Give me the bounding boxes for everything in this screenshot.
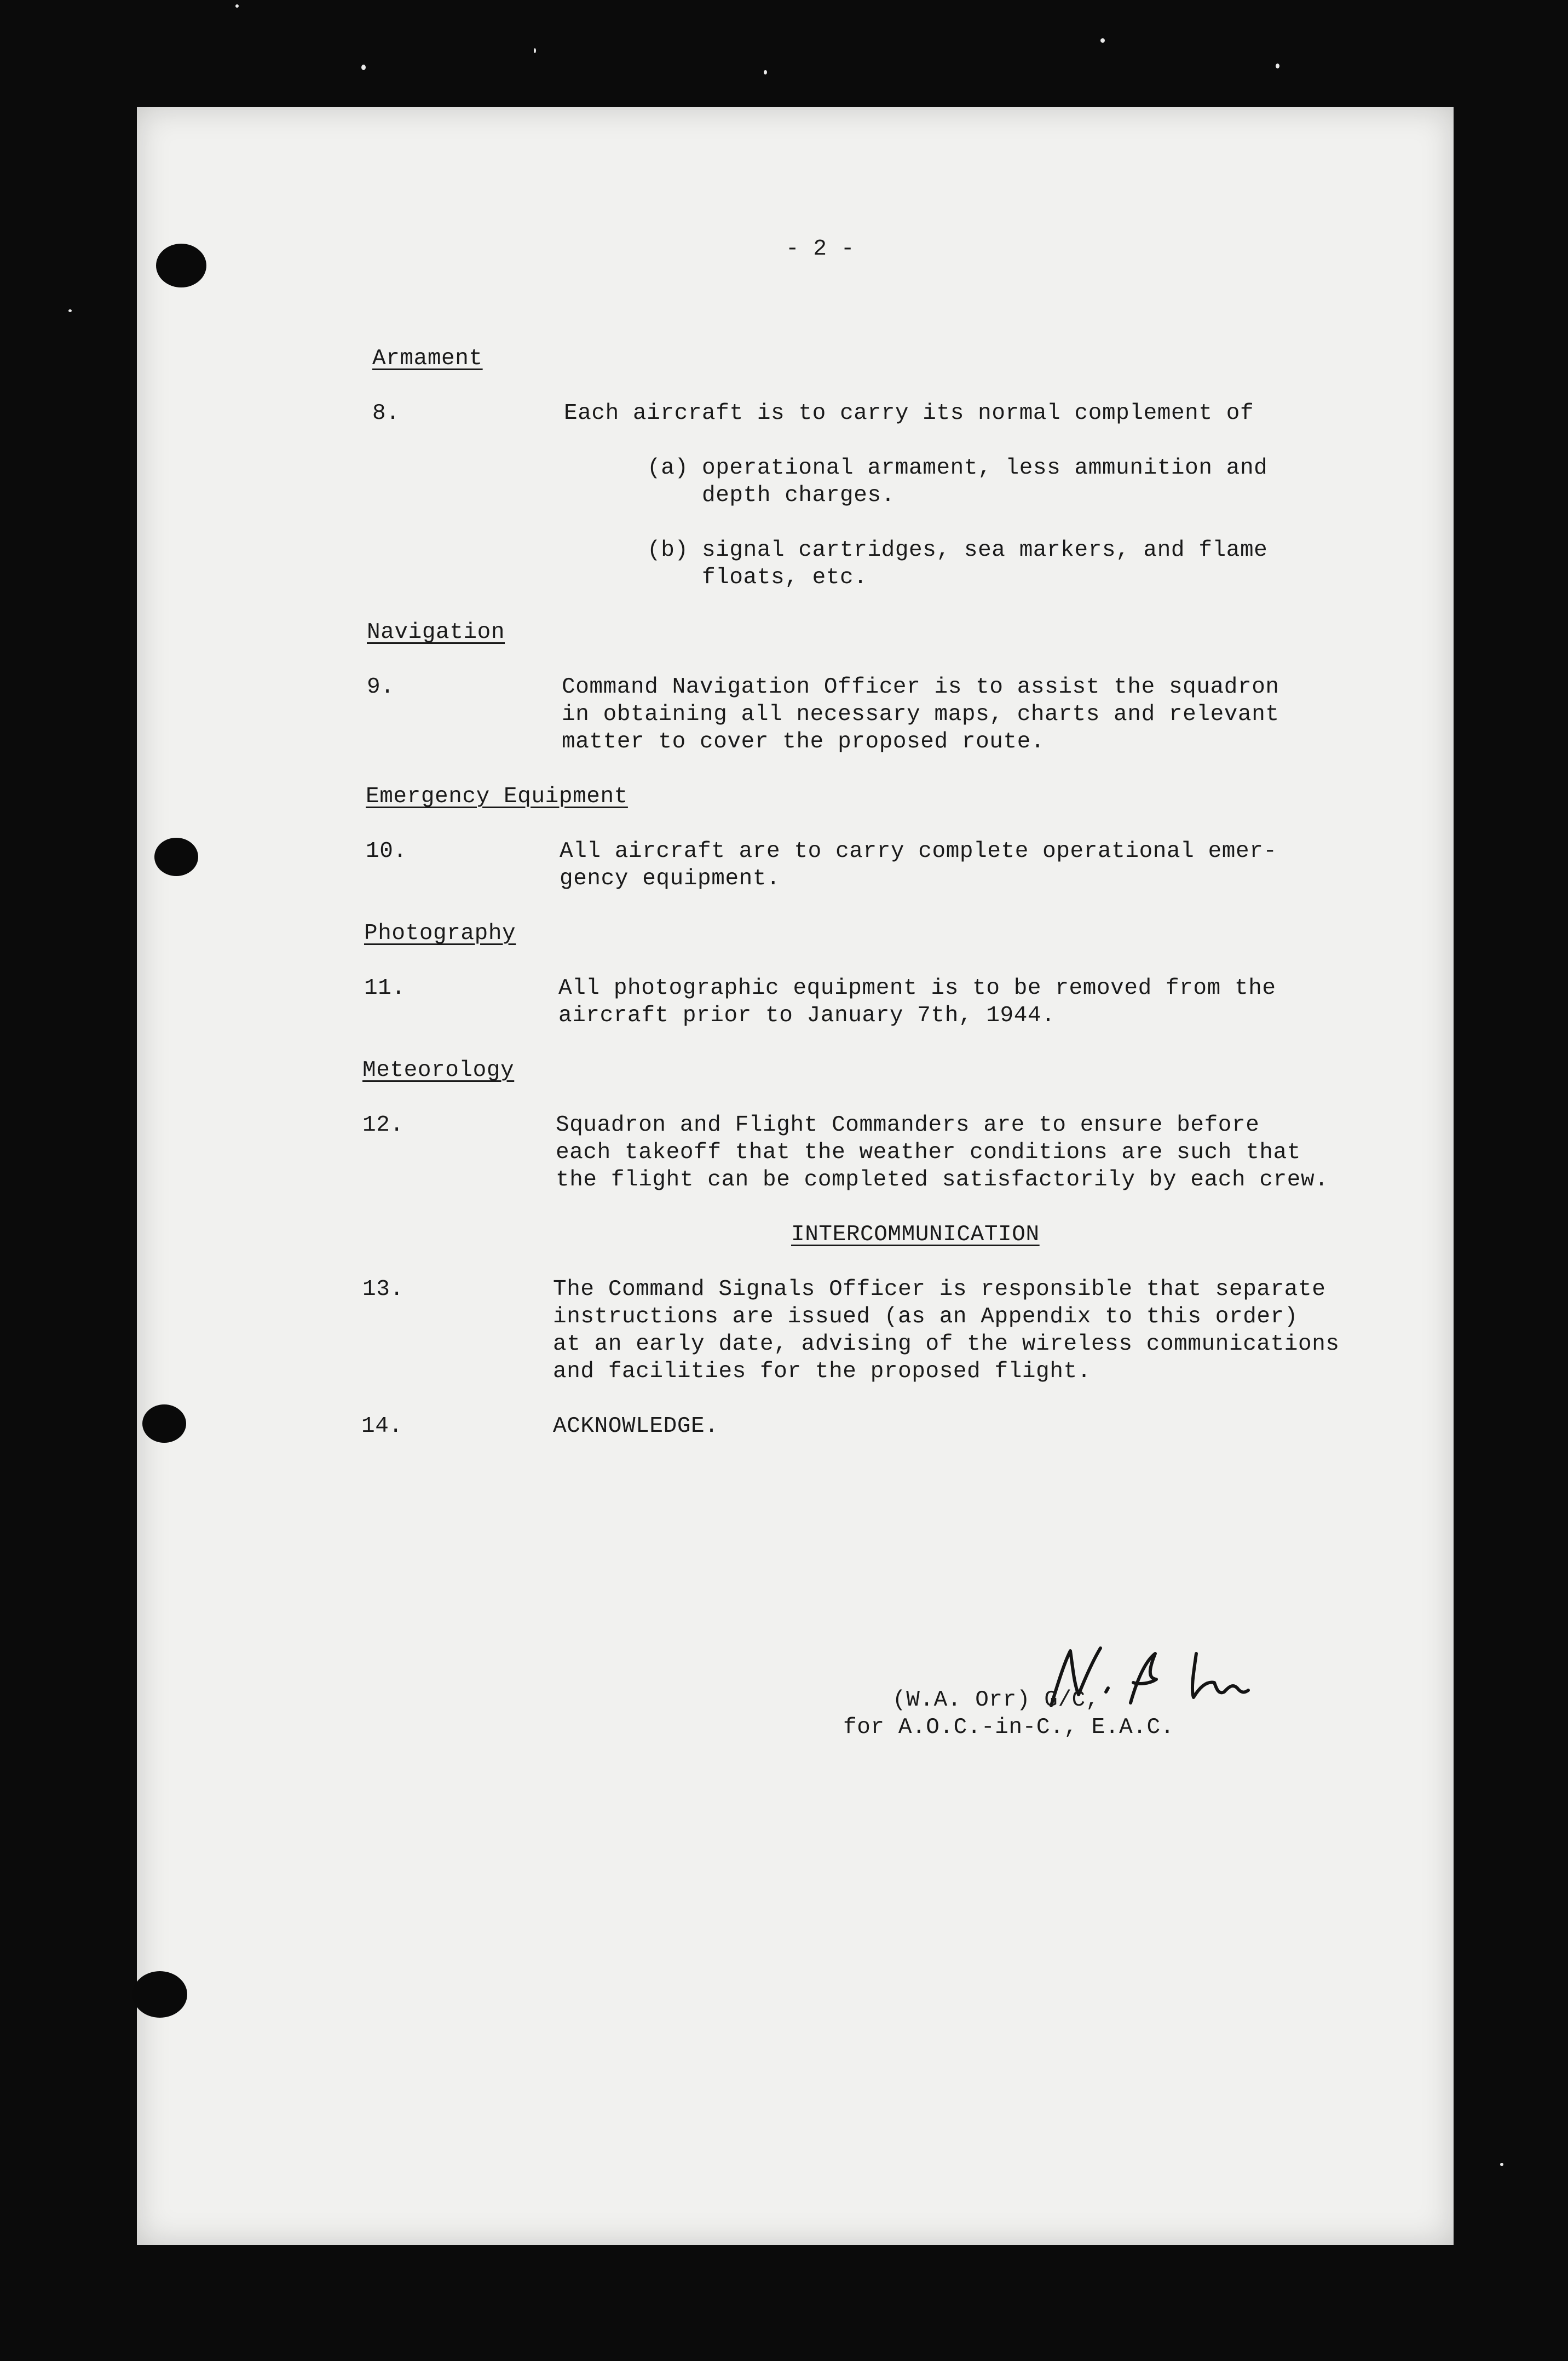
paragraph-text: matter to cover the proposed route. [562,729,1045,755]
film-speck [1276,64,1279,68]
paragraph-text: each takeoff that the weather conditions are such that [556,1140,1301,1165]
paragraph-text: at an early date, advising of the wireless communications [553,1332,1340,1357]
punch-hole [156,244,206,287]
film-speck [361,65,366,70]
document-page [137,107,1454,2245]
list-item-text: depth charges. [702,483,895,508]
list-item-text: floats, etc. [702,565,868,590]
section-heading-emergency-equipment: Emergency Equipment [366,784,628,809]
film-speck [764,70,767,74]
paragraph-text: and facilities for the proposed flight. [553,1359,1091,1384]
film-speck [534,48,536,53]
paragraph-text: instructions are issued (as an Appendix to this order) [553,1304,1299,1329]
section-heading-meteorology: Meteorology [362,1058,515,1083]
page-number: - 2 - [786,237,855,262]
list-item-label: (a) [647,456,689,481]
acknowledge-text: ACKNOWLEDGE. [553,1414,719,1439]
signatory-name: (W.A. Orr) G/C, [892,1688,1100,1713]
paragraph-text: Each aircraft is to carry its normal complement of [564,401,1254,426]
paragraph-number: 10. [366,839,407,864]
section-heading-navigation: Navigation [367,620,505,645]
paragraph-number: 13. [362,1277,404,1302]
section-heading-photography: Photography [364,921,516,946]
punch-hole [132,1971,187,2018]
section-heading-armament: Armament [372,346,483,371]
film-speck [1100,38,1105,43]
section-heading-intercommunication: INTERCOMMUNICATION [791,1222,1040,1247]
punch-hole [142,1404,186,1443]
list-item-label: (b) [647,538,689,563]
paragraph-number: 12. [362,1113,404,1138]
paragraph-text: Command Navigation Officer is to assist the squadron [562,675,1279,700]
film-speck [68,309,72,312]
paragraph-text: All aircraft are to carry complete operational emer- [560,839,1277,864]
paragraph-text: the flight can be completed satisfactorily by each crew. [556,1167,1329,1193]
paragraph-text: The Command Signals Officer is responsible that separate [553,1277,1326,1302]
paragraph-number: 9. [367,675,395,700]
paragraph-text: All photographic equipment is to be removed from the [558,976,1276,1001]
film-speck [235,4,239,8]
paragraph-number: 11. [364,976,406,1001]
paragraph-number: 14. [361,1414,403,1439]
list-item-text: signal cartridges, sea markers, and flame [702,538,1268,563]
list-item-text: operational armament, less ammunition and [702,456,1268,481]
paragraph-text: gency equipment. [560,866,781,891]
film-speck [1500,2163,1503,2166]
punch-hole [154,838,198,876]
paragraph-number: 8. [372,401,400,426]
signatory-authority: for A.O.C.-in-C., E.A.C. [843,1715,1174,1740]
paragraph-text: in obtaining all necessary maps, charts and relevant [562,702,1279,727]
paragraph-text: Squadron and Flight Commanders are to ensure before [556,1113,1260,1138]
paragraph-text: aircraft prior to January 7th, 1944. [558,1003,1056,1028]
